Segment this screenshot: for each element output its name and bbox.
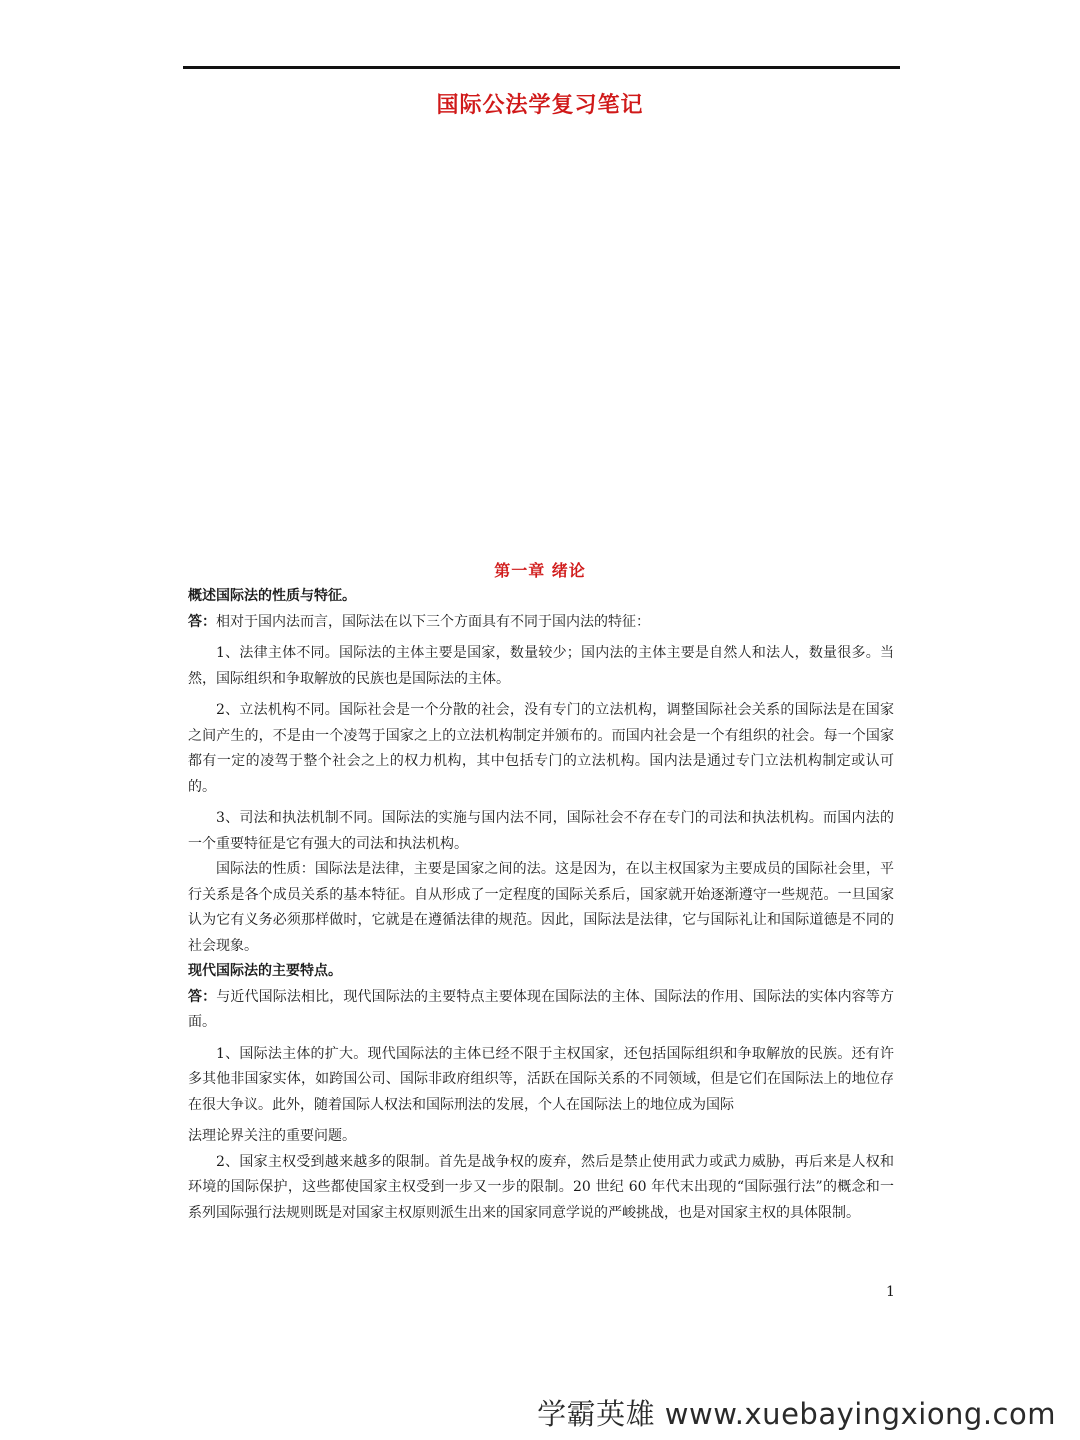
- point-judicial-enforcement: 3、司法和执法机制不同。国际法的实施与国内法不同，国际社会不存在专门的司法和执法机构。而国内法的一个重要特征是它有强大的司法和执法机构。: [188, 810, 894, 852]
- chapter-title: 第一章 绪论: [494, 561, 586, 580]
- point-legal-subjects: 1、法律主体不同。国际法的主体主要是国家，数量较少；国内法的主体主要是自然人和法人，数量很多。当然，国际组织和争取解放的民族也是国际法的主体。: [188, 645, 894, 687]
- point-subject-expansion: 1、国际法主体的扩大。现代国际法的主体已经不限于主权国家，还包括国际组织和争取解放的民族。还有许多其他非国家实体，如跨国公司、国际非政府组织等，活跃在国际关系的不同领域，但是它们在国际法上的地位存在很大争议。此外，随着国际人权法和国际刑法的发展，个人在国际法上的地位成为国际: [188, 1045, 894, 1113]
- site-watermark: 学霸英雄 www.xuebayingxiong.com: [537, 1397, 1056, 1431]
- answer-label-2: 答：: [188, 988, 217, 1005]
- point-sovereignty-limits: 2、国家主权受到越来越多的限制。首先是战争权的废弃，然后是禁止使用武力或武力威胁，再后来是人权和环境的国际保护，这些都使国家主权受到一步又一步的限制。20 世纪 60 年代末出现的“国际强行法”的概念和一系列国际强行法规则既是对国家主权原则派生出来的国家同意学说的严峻挑战，也是对国家主权的具体限制。: [188, 1153, 894, 1221]
- document-body: [188, 584, 894, 1226]
- paragraph-nature: 国际法的性质：国际法是法律，主要是国家之间的法。这是因为，在以主权国家为主要成员的国际社会里，平行关系是各个成员关系的基本特征。自从形成了一定程度的国际关系后，国家就开始逐渐遵守一些规范。一旦国家认为它有义务必须那样做时，它就是在遵循法律的规范。因此，国际法是法律，它与国际礼让和国际道德是不同的社会现象。: [188, 861, 894, 954]
- answer-intro-2: [188, 985, 894, 1036]
- document-title: 国际公法学复习笔记: [436, 92, 644, 118]
- question-nature-features: 概述国际法的性质与特征。: [188, 588, 356, 604]
- answer-text-2: 与近代国际法相比，现代国际法的主要特点主要体现在国际法的主体、国际法的作用、国际法的实体内容等方面。: [188, 988, 895, 1030]
- question-modern-features: 现代国际法的主要特点。: [188, 963, 342, 979]
- point-subject-expansion-tail: 法理论界关注的重要问题。: [188, 1128, 356, 1144]
- answer-text: 相对于国内法而言，国际法在以下三个方面具有不同于国内法的特征：: [216, 613, 650, 630]
- answer-intro: [188, 610, 894, 636]
- answer-label: 答：: [188, 613, 216, 630]
- header-rule: [183, 66, 900, 69]
- point-legislative-body: 2、立法机构不同。国际社会是一个分散的社会，没有专门的立法机构，调整国际社会关系的国际法是在国家之间产生的，不是由一个凌驾于国家之上的立法机构制定并颁布的。而国内社会是一个有组织的社会。每一个国家都有一定的凌驾于整个社会之上的权力机构，其中包括专门的立法机构。国内法是通过专门立法机构制定或认可的。: [188, 702, 894, 795]
- page-number: 1: [886, 1284, 895, 1300]
